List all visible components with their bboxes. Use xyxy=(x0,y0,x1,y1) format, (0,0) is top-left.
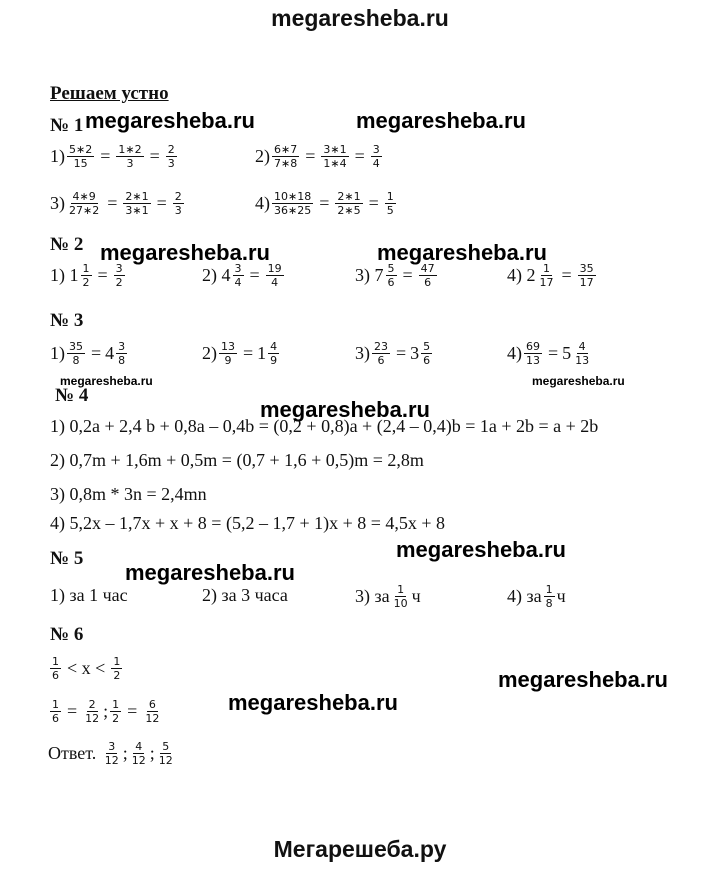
task5-item-3: 3) за 1 10 ч xyxy=(355,583,421,610)
section-title: Решаем устно xyxy=(50,83,169,104)
fraction: $\frac{3}{4}$ xyxy=(372,143,380,170)
task4-line-1: 1) 0,2a + 2,4 b + 0,8a – 0,4b = (0,2 + 0,8)a + (2,4 – 0,4)b = 1a + 2b = a + 2b xyxy=(50,416,599,436)
task-number: № 4 xyxy=(55,385,89,406)
task4-line-4: 4) 5,2x – 1,7x + x + 8 = (5,2 – 1,7 + 1)x + 8 = 4,5x + 8 xyxy=(50,513,446,533)
task4-line-3: 3) 0,8m * 3n = 2,4mn xyxy=(50,484,207,504)
watermark: megaresheba.ru xyxy=(228,690,398,715)
task-number: № 1 xyxy=(50,115,84,136)
watermark: megaresheba.ru xyxy=(85,108,255,133)
item-label: 1) xyxy=(50,146,65,166)
item-label: 4) xyxy=(507,343,522,363)
watermark: megaresheba.ru xyxy=(396,537,566,562)
fraction: $\frac{1∗2}{3}$ xyxy=(118,143,142,170)
task5-item-2: 2) за 3 часа xyxy=(202,585,288,605)
fraction: $\frac{2}{3}$ xyxy=(167,143,175,170)
site-footer: Мегарешеба.ру xyxy=(273,836,447,862)
fraction: $\frac{2∗1}{2∗5}$ xyxy=(337,190,361,217)
task2-item-1: 1) 1 1 2 = $\frac{3}{2}$ xyxy=(50,262,123,289)
watermark: megaresheba.ru xyxy=(498,667,668,692)
item-label: 2) xyxy=(202,343,217,363)
item-label: 3) xyxy=(355,265,370,285)
watermark: megaresheba.ru xyxy=(377,240,547,265)
task6-answer: Ответ. 3 12 ; 4 12 ; 5 12 xyxy=(48,740,173,767)
task1-item-4: 4) $\frac{10∗18}{36∗25}$ = $\frac{2∗1}{2∗5}$ = $\frac{1}{5}$ xyxy=(255,190,394,217)
fraction: $\frac{10∗18}{36∗25}$ xyxy=(274,190,312,217)
task6-line-1: 1 6 < x < 1 2 xyxy=(52,655,121,682)
fraction: $\frac{1}{5}$ xyxy=(386,190,394,217)
watermark: megaresheba.ru xyxy=(125,560,295,585)
fraction: $\frac{2∗1}{3∗1}$ xyxy=(125,190,149,217)
task-number: № 6 xyxy=(50,624,84,645)
item-label: 2) xyxy=(255,146,270,166)
task1-item-2: 2) $\frac{6∗7}{7∗8}$ = $\frac{3∗1}{1∗4}$ = $\frac{3}{4}$ xyxy=(255,143,380,170)
watermark: megaresheba.ru xyxy=(260,397,430,422)
item-label: 2) xyxy=(202,265,217,285)
task3-item-1: 1) $\frac{35}{8}$ = 4 3 8 xyxy=(50,340,126,367)
fraction: $\frac{3∗1}{1∗4}$ xyxy=(323,143,347,170)
task-number: № 5 xyxy=(50,548,84,569)
task3-item-4: 4) $\frac{69}{13}$ = 5 4 13 xyxy=(507,340,590,367)
task-number: № 2 xyxy=(50,234,84,255)
task1-item-3: 3) $\frac{4∗9}{27∗2}$ = $\frac{2∗1}{3∗1}$ = $\frac{2}{3}$ xyxy=(50,190,182,217)
item-label: 3) xyxy=(50,193,65,213)
task1-item-1: 1) $\frac{5∗2}{15}$ = $\frac{1∗2}{3}$ = $\frac{2}{3}$ xyxy=(50,143,175,170)
task-number: № 3 xyxy=(50,310,84,331)
task4-line-2: 2) 0,7m + 1,6m + 0,5m = (0,7 + 1,6 + 0,5)m = 2,8m xyxy=(50,450,424,470)
fraction: $\frac{6∗7}{7∗8}$ xyxy=(274,143,298,170)
task2-item-2: 2) 4 3 4 = $\frac{19}{4}$ xyxy=(202,262,282,289)
task6-line-2: $\frac{1}{6}$ = $\frac{2}{12}$ ; $\frac{1}{2}$ = $\frac{6}{12}$ xyxy=(52,698,160,725)
watermark: megaresheba.ru xyxy=(100,240,270,265)
task3-item-3: 3) $\frac{23}{6}$ = 3 5 6 xyxy=(355,340,431,367)
item-label: 4) xyxy=(507,265,522,285)
fraction: $\frac{5∗2}{15}$ xyxy=(69,143,93,170)
item-label: 3) xyxy=(355,343,370,363)
task2-item-3: 3) 7 5 6 = $\frac{47}{6}$ xyxy=(355,262,435,289)
site-header: megaresheba.ru xyxy=(271,5,449,31)
watermark: megaresheba.ru xyxy=(60,374,153,388)
watermark: megaresheba.ru xyxy=(356,108,526,133)
item-label: 1) xyxy=(50,343,65,363)
fraction: $\frac{2}{3}$ xyxy=(174,190,182,217)
watermark: megaresheba.ru xyxy=(532,374,625,388)
fraction: $\frac{4∗9}{27∗2}$ xyxy=(69,190,100,217)
item-label: 4) xyxy=(255,193,270,213)
task5-item-1: 1) за 1 час xyxy=(50,585,128,605)
task2-item-4: 4) 2 1 17 = $\frac{35}{17}$ xyxy=(507,262,594,289)
item-label: 1) xyxy=(50,265,65,285)
task3-item-2: 2) $\frac{13}{9}$ = 1 4 9 xyxy=(202,340,278,367)
task5-item-4: 4) за 1 8 ч xyxy=(507,583,566,610)
